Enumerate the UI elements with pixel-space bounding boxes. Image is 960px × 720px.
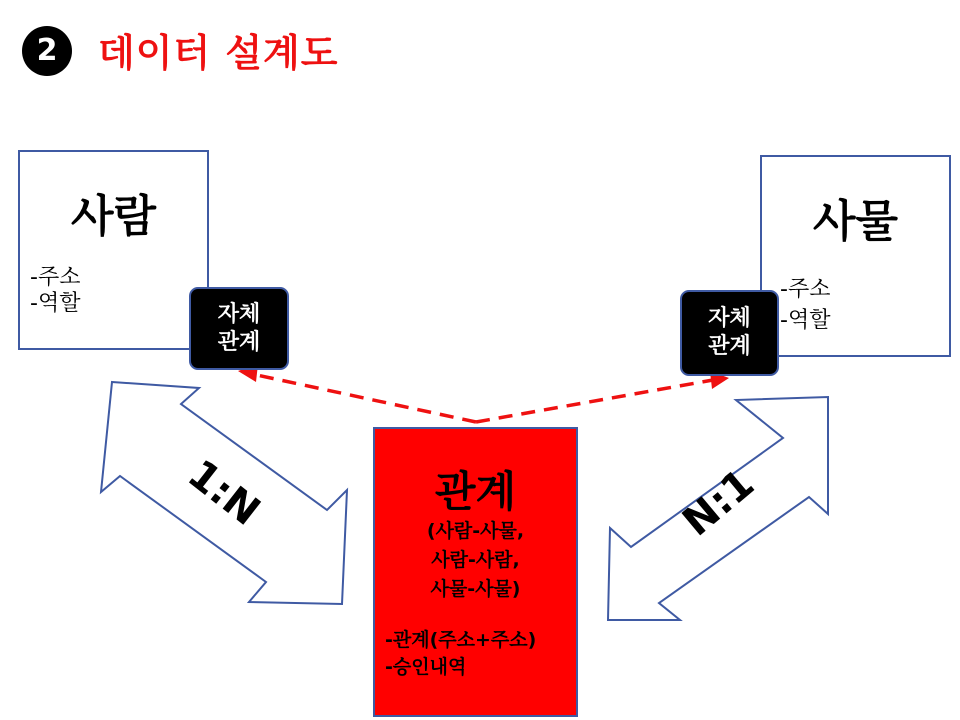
relation-attr-approval: -승인내역 [385, 656, 467, 678]
relation-type-2: 사람-사람, [431, 549, 520, 571]
page-title: 데이터 설계도 [98, 31, 339, 75]
person-entity-box [18, 150, 209, 350]
self-relation-left-line1: 자체 [217, 301, 261, 327]
dashed-connector-left [252, 374, 476, 422]
step-number-badge: 2 [22, 26, 72, 76]
person-attr-address: -주소 [30, 265, 81, 290]
thing-entity-name: 사물 [812, 196, 898, 247]
cardinality-right-label: N:1 [674, 460, 764, 546]
relation-type-1: (사람-사물, [426, 520, 525, 542]
self-relation-right-line2: 관계 [708, 334, 751, 359]
thing-attr-role: -역할 [780, 308, 831, 333]
relation-entity-box [373, 427, 578, 717]
thing-attr-address: -주소 [780, 277, 831, 302]
person-entity-name: 사람 [70, 191, 156, 242]
relation-types [375, 517, 576, 604]
self-relation-left-line2: 관계 [217, 329, 261, 355]
relation-attrs [385, 627, 536, 681]
person-attr-role: -역할 [30, 291, 81, 316]
relation-attr-relation: -관계(주소+주소) [385, 629, 537, 651]
dashed-connector-right [476, 380, 713, 422]
self-relation-box-left [189, 287, 289, 370]
thing-entity-box [760, 155, 951, 357]
cardinality-left-label: 1:N [179, 451, 269, 535]
relation-type-3: 사물-사물) [430, 578, 521, 600]
self-relation-right-line1: 자체 [708, 306, 751, 331]
self-relation-box-right [680, 290, 779, 376]
relation-entity-name: 관계 [434, 467, 517, 516]
